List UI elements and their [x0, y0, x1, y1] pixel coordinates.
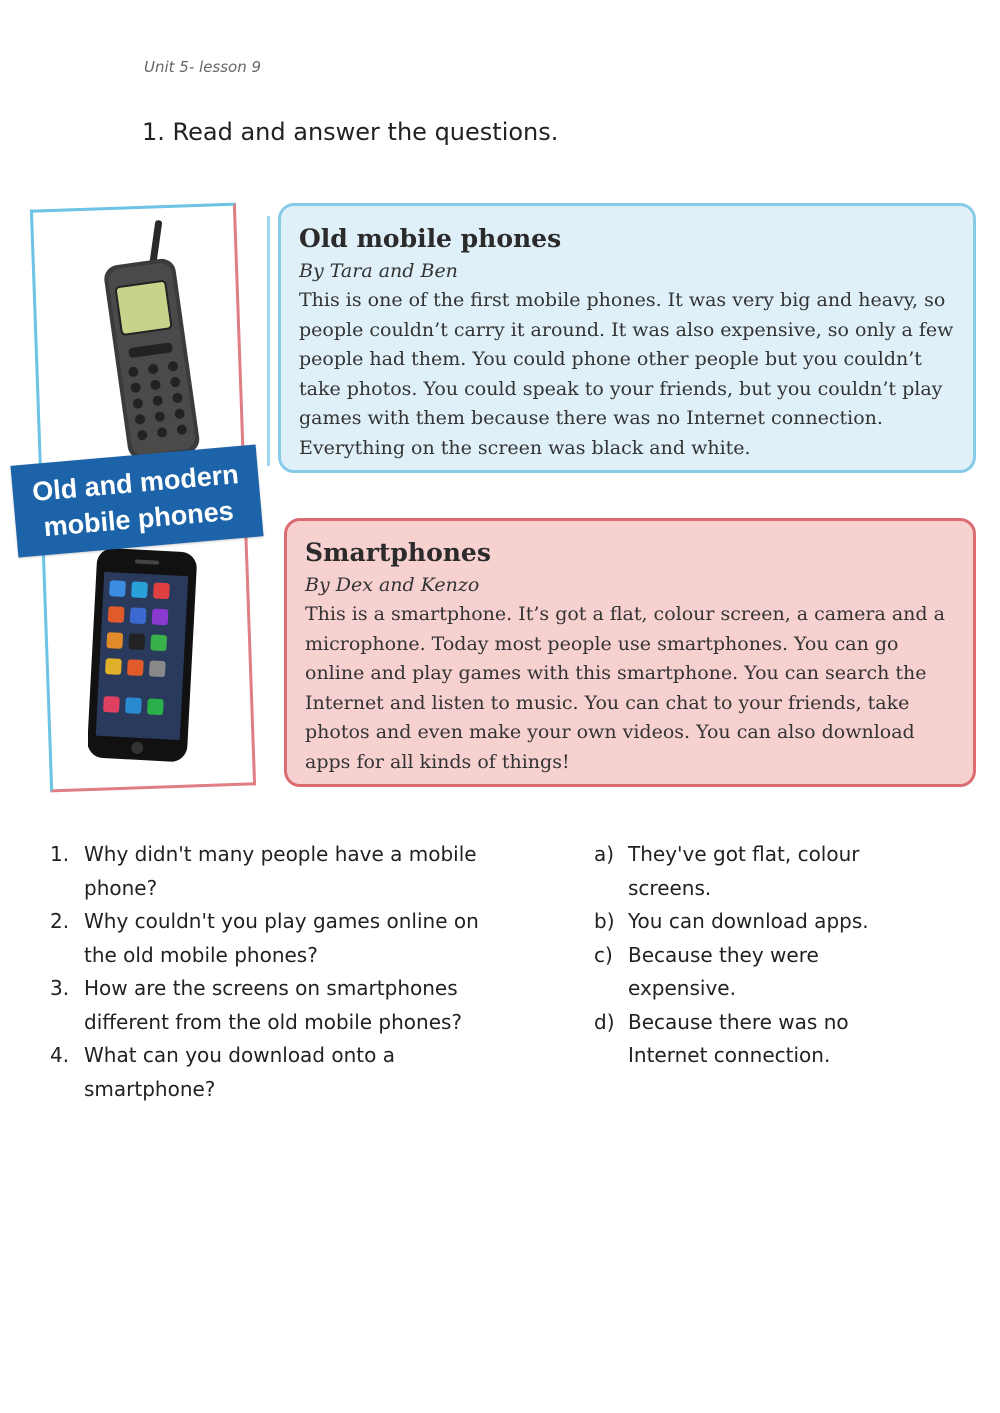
answer-letter: c) — [594, 942, 613, 967]
smartphone-image — [88, 548, 198, 764]
question-number: 4. — [50, 1043, 70, 1067]
answer-item[interactable] — [594, 905, 894, 939]
answer-item[interactable] — [594, 939, 894, 1006]
answer-letter: a) — [594, 842, 615, 866]
divider-line — [267, 216, 270, 466]
article-title: Smartphones — [305, 538, 491, 567]
article-body: This is a smartphone. It’s got a flat, colour screen, a camera and a microphone. Today most people use smartphones. You can go online and play games with this smartphone. You can search the Internet and listen to music. You can chat to your friends, take photos and even make your own videos. You can also download apps for all kinds of things! — [305, 603, 945, 773]
banner-line-2: mobile phones — [42, 495, 235, 543]
answer-letter: b) — [594, 909, 615, 933]
answer-text: Because they were expensive. — [628, 942, 819, 1000]
question-number: 3. — [50, 976, 70, 1000]
answer-item[interactable] — [594, 838, 894, 905]
article-byline: By Tara and Ben — [299, 260, 458, 282]
question-text: Why didn't many people have a mobile phone? — [84, 842, 477, 900]
banner-line-1: Old and modern — [31, 459, 240, 508]
answer-text: You can download apps. — [628, 909, 869, 933]
answer-text: Because there was no Internet connection. — [628, 1009, 849, 1067]
article-byline: By Dex and Kenzo — [305, 574, 480, 596]
questions-list — [50, 838, 510, 1106]
answer-letter: d) — [594, 1009, 615, 1034]
instruction-heading: 1. Read and answer the questions. — [142, 118, 559, 146]
article-title: Old mobile phones — [299, 224, 562, 253]
unit-label: Unit 5- lesson 9 — [144, 58, 262, 76]
article-smartphones — [284, 518, 976, 787]
question-number: 2. — [50, 909, 70, 933]
answer-text: They've got flat, colour screens. — [628, 842, 860, 900]
old-mobile-phone-image — [100, 220, 220, 460]
question-item — [50, 972, 510, 1039]
answers-list — [594, 838, 894, 1073]
question-item — [50, 1039, 510, 1106]
answer-item[interactable] — [594, 1006, 894, 1073]
question-item — [50, 838, 510, 905]
question-text: Why couldn't you play games online on the old mobile phones? — [84, 909, 479, 967]
question-item — [50, 905, 510, 972]
question-text: What can you download onto a smartphone? — [84, 1043, 395, 1101]
question-number: 1. — [50, 842, 70, 866]
article-old-mobile-phones — [278, 203, 976, 473]
question-text: How are the screens on smartphones different from the old mobile phones? — [84, 976, 463, 1034]
article-body: This is one of the first mobile phones. It was very big and heavy, so people couldn’t carry it around. It was also expensive, so only a few people had them. You could phone other people but you couldn’t take photos. You could speak to your friends, but you couldn’t play games with them because there was no Internet connection. Everything on the screen was black and white. — [299, 289, 954, 459]
